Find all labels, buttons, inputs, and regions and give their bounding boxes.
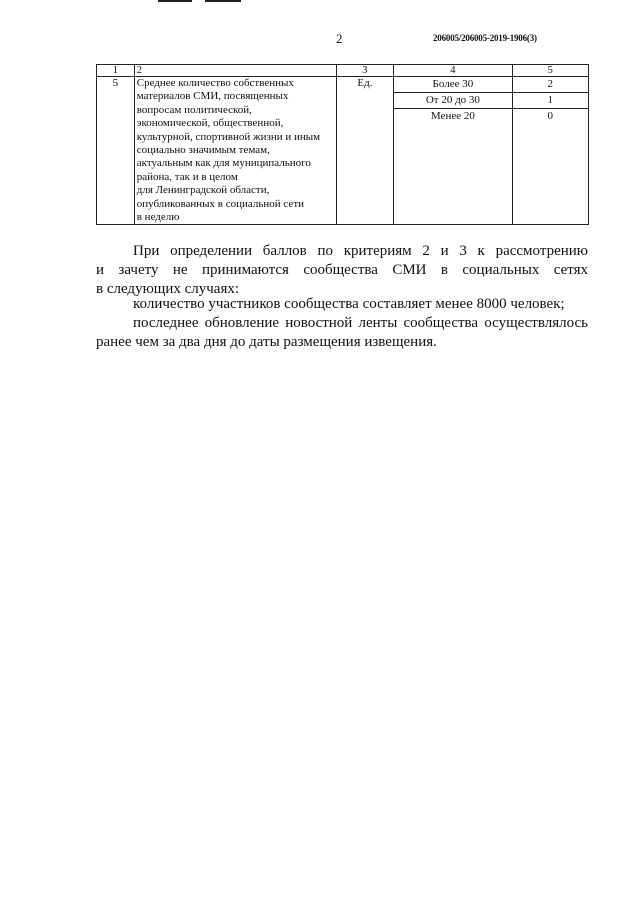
column-number: 4: [394, 65, 512, 77]
description-line: социально значимым темам,: [136, 144, 270, 157]
description-line: вопросам политической,: [136, 103, 252, 116]
score-value: 0: [547, 110, 554, 122]
paragraph-line: последнее обновление новостной ленты сообщества осуществлялось: [133, 315, 588, 331]
range-value: От 20 до 30: [394, 93, 511, 109]
document-id: 206005/206005-2019-1906(3): [433, 33, 537, 43]
column-number: 5: [512, 65, 588, 77]
column-number: 2: [134, 65, 336, 77]
paragraph-item-participants: [96, 295, 588, 314]
description-line: района, так и в целом: [136, 170, 238, 183]
unit-cell: Ед.: [336, 77, 394, 225]
criterion-description: [134, 77, 336, 225]
description-line: в неделю: [136, 211, 180, 224]
description-line: экономической, общественной,: [136, 117, 284, 130]
range-cell: [394, 77, 512, 225]
paragraph-line: в следующих случаях:: [96, 281, 240, 297]
table-header-row: [97, 65, 589, 77]
description-line: культурной, спортивной жизни и иным: [136, 130, 321, 143]
column-number: 1: [97, 65, 135, 77]
table-row: [97, 77, 589, 225]
paragraph-line: и зачету не принимаются сообщества СМИ в социальных сетях: [96, 262, 588, 278]
score-value: 1: [513, 93, 588, 109]
row-number: 5: [97, 77, 135, 225]
description-line: актуальным как для муниципального: [136, 157, 311, 170]
description-line: Среднее количество собственных: [136, 77, 294, 89]
paragraph-criteria-exclusions: [96, 242, 588, 299]
criteria-table: [96, 64, 589, 225]
score-cell: [512, 77, 588, 225]
range-value: Менее 20: [430, 110, 475, 122]
description-line: опубликованных в социальной сети: [136, 197, 305, 210]
paragraph-line: ранее чем за два дня до даты размещения извещения.: [96, 334, 437, 350]
column-number: 3: [336, 65, 394, 77]
paragraph-line: При определении баллов по критериям 2 и 3 к рассмотрению: [133, 243, 588, 259]
paragraph-item-last-update: [96, 314, 588, 352]
description-line: для Ленинградской области,: [136, 184, 270, 197]
page-number: 2: [336, 31, 343, 46]
top-edge-mark: [158, 0, 192, 2]
description-line: материалов СМИ, посвященных: [136, 90, 289, 103]
score-value: 2: [513, 77, 588, 93]
range-value: Более 30: [394, 77, 511, 93]
paragraph-line: количество участников сообщества составляет менее 8000 человек;: [133, 296, 565, 312]
top-edge-mark: [205, 0, 241, 2]
